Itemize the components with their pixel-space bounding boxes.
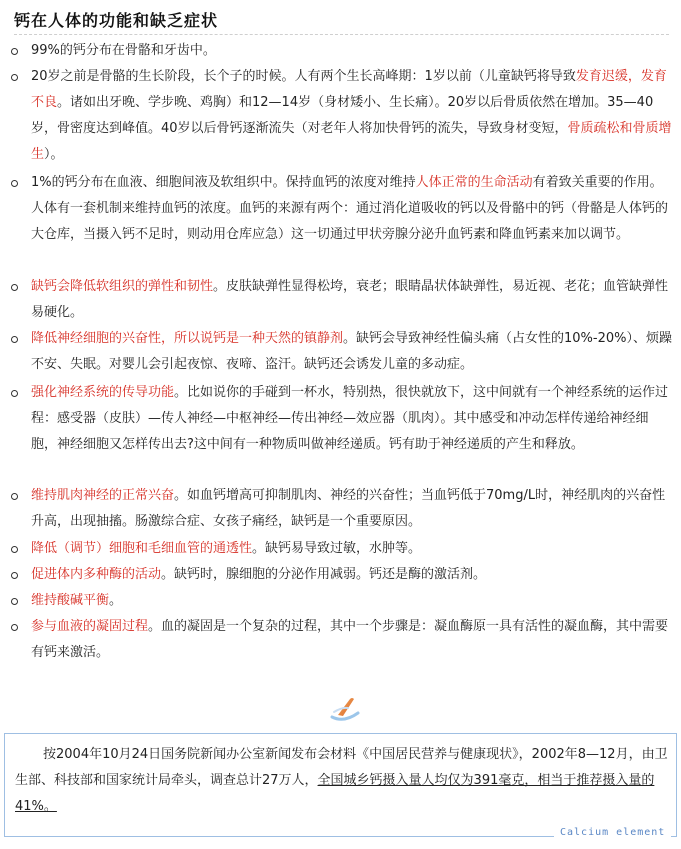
body-text: 。诸如出牙晚、学步晚、鸡胸）和12—14岁（身材矮小、生长痛）。20岁以后骨质依然在增加。35—40岁，骨密度达到峰值。40岁以后骨钙逐渐流失（对老年人将加快骨钙的流失，导致身材变短， <box>31 95 654 136</box>
bullet-icon <box>11 48 18 55</box>
survey-note-box <box>4 733 677 837</box>
body-text: 。缺钙易导致过敏，水肿等。 <box>252 541 422 556</box>
body-text: 有着致关重要的作用。人体有一套机制来维持血钙的浓度。血钙的来源有两个：通过消化道吸收的钙以及骨骼中的钙（骨骼是人体钙的大仓库，当摄入钙不足时，则动用仓库应急）这一切通过甲状旁腺分泌升血钙素和降血钙素来加以调节。 <box>31 175 669 242</box>
body-text: 99%的钙分布在骨骼和牙齿中。 <box>31 43 216 58</box>
bullet-icon <box>11 284 18 291</box>
body-text: 20岁之前是骨骼的生长阶段，长个子的时候。人有两个生长高峰期：1岁以前（儿童缺钙将导致 <box>31 69 576 84</box>
body-text: 。缺钙时，腺细胞的分泌作用减弱。钙还是酶的激活剂。 <box>161 567 487 582</box>
list-item <box>0 562 681 588</box>
body-text: 。血的凝固是一个复杂的过程，其中一个步骤是：凝血酶原一具有活性的凝血酶，其中需要有钙来激活。 <box>31 619 669 660</box>
bullet-icon <box>11 74 18 81</box>
highlight-text: 维持酸碱平衡 <box>31 593 110 608</box>
bullet-icon <box>11 493 18 500</box>
note-underlined-conclusion: 全国城乡钙摄入量人均仅为391毫克，相当于推荐摄入量的41%。 <box>15 773 655 814</box>
survey-note-text <box>15 742 671 820</box>
list-item <box>0 536 681 562</box>
caption-label: Calcium element <box>554 827 671 838</box>
calcium-logo-icon <box>324 693 364 723</box>
list-item <box>0 38 681 64</box>
body-text: 。比如说你的手碰到一杯水，特别热，很快就放下，这中间就有一个神经系统的运作过程：感受器（皮肤）—传人神经—中枢神经—传出神经—效应器（肌肉）。其中感受和冲动怎样传递给神经细胞，神经细胞又怎样传出去?这中间有一种物质叫做神经递质。钙有助于神经递质的产生和释放。 <box>31 385 669 452</box>
note-body: 按2004年10月24日国务院新闻办公室新闻发布会材料《中国居民营养与健康现状》，2002年8—12月，由卫生部、科技部和国家统计局牵头，调查总计27万人， <box>15 747 668 788</box>
page-title: 钙在人体的功能和缺乏症状 <box>14 11 219 30</box>
bullet-icon <box>11 572 18 579</box>
body-text: 1%的钙分布在血液、细胞间液及软组织中。保持血钙的浓度对维持 <box>31 175 416 190</box>
bullet-icon <box>11 336 18 343</box>
list-item <box>0 274 681 326</box>
bullet-icon <box>11 598 18 605</box>
bullet-icon <box>11 180 18 187</box>
highlight-text: 骨质疏松和骨质增生 <box>31 121 672 162</box>
highlight-text: 参与血液的凝固过程 <box>31 619 149 634</box>
body-text: 。如血钙增高可抑制肌肉、神经的兴奋性；当血钙低于70mg/L时，神经肌肉的兴奋性升高，出现抽搐。肠激综合症、女孩子痛经，缺钙是一个重要原因。 <box>31 488 666 529</box>
highlight-text: 人体正常的生命活动 <box>415 175 533 190</box>
highlight-text: 缺钙会降低软组织的弹性和韧性 <box>31 279 214 294</box>
bullet-icon <box>11 624 18 631</box>
highlight-text: 发育迟缓，发育不良 <box>31 69 667 110</box>
highlight-text: 维持肌肉神经的正常兴奋 <box>31 488 175 503</box>
body-text: ）。 <box>44 147 64 162</box>
title-divider <box>14 34 669 35</box>
highlight-text: 降低（调节）细胞和毛细血管的通透性 <box>31 541 253 556</box>
list-item <box>0 614 681 666</box>
body-text: 。 <box>109 593 123 608</box>
body-text: 。皮肤缺弹性显得松垮，衰老；眼睛晶状体缺弹性，易近视、老花；血管缺弹性易硬化。 <box>31 279 669 320</box>
body-text: 。缺钙会导致神经性偏头痛（占女性的10%-20%）、烦躁不安、失眠。对婴儿会引起夜惊、夜啼、盗汗。缺钙还会诱发儿童的多动症。 <box>31 331 672 372</box>
highlight-text: 促进体内多种酶的活动 <box>31 567 162 582</box>
bullet-icon <box>11 546 18 553</box>
list-item <box>0 380 681 458</box>
highlight-text: 降低神经细胞的兴奋性，所以说钙是一种天然的镇静剂 <box>31 331 344 346</box>
list-item <box>0 588 681 614</box>
highlight-text: 强化神经系统的传导功能 <box>31 385 175 400</box>
bullet-icon <box>11 390 18 397</box>
list-item <box>0 326 681 378</box>
list-item <box>0 170 681 248</box>
list-item <box>0 483 681 535</box>
list-item <box>0 64 681 168</box>
